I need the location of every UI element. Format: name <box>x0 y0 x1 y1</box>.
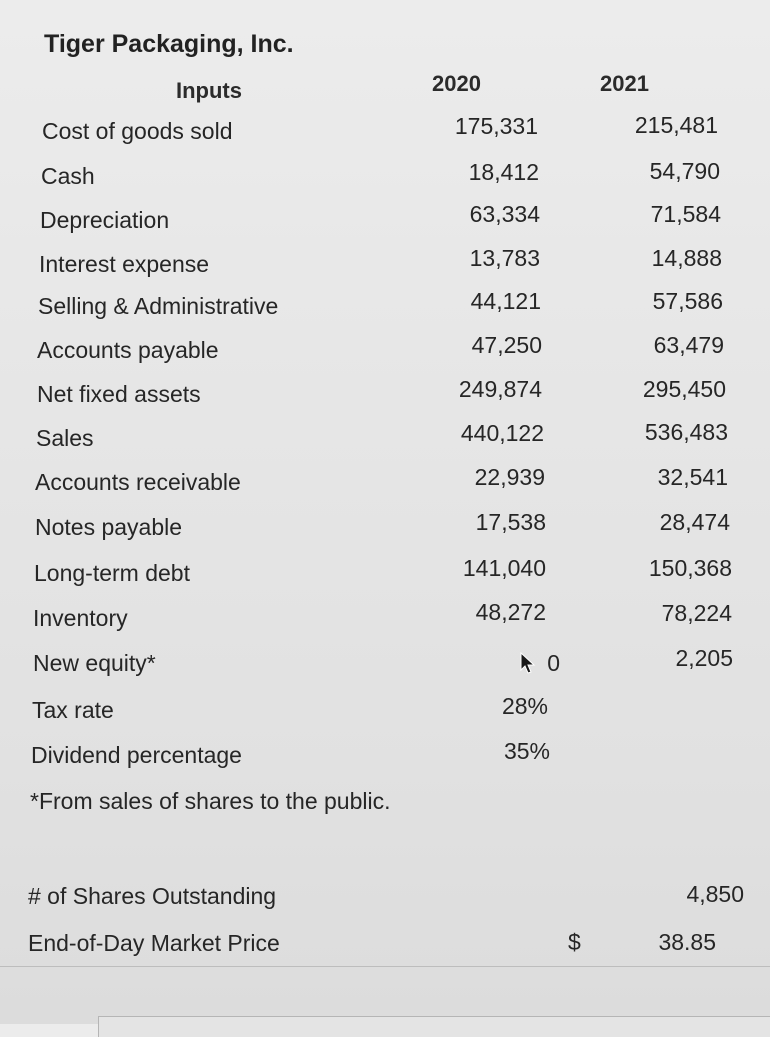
value-2021-cell[interactable]: 28,474 <box>659 509 730 535</box>
value-2021-cell[interactable]: 536,483 <box>644 419 728 445</box>
row-label: Selling & Administrative <box>38 293 279 319</box>
year-2021-header: 2021 <box>600 71 649 96</box>
value-2020-cell[interactable]: 47,250 <box>471 332 542 358</box>
value-2020-cell[interactable]: 48,272 <box>475 599 546 625</box>
value-2021-cell[interactable]: 150,368 <box>648 555 732 581</box>
value-2020-cell[interactable]: 175,331 <box>454 113 538 139</box>
value-2021-cell[interactable]: 32,541 <box>657 464 728 490</box>
value-2020-cell[interactable]: 44,121 <box>470 288 541 314</box>
value-2021-cell[interactable]: 78,224 <box>661 600 732 626</box>
market-price-value[interactable]: 38.85 <box>658 929 716 955</box>
value-2021-cell[interactable]: 71,584 <box>650 201 721 227</box>
currency-symbol: $ <box>568 929 581 955</box>
row-label: Depreciation <box>40 207 170 233</box>
value-2020-cell[interactable]: 0 <box>547 650 560 676</box>
row-label: Interest expense <box>39 251 210 277</box>
value-2021-cell[interactable]: 57,586 <box>652 288 723 314</box>
row-label: Cash <box>41 163 95 189</box>
value-2020-cell[interactable]: 22,939 <box>474 464 545 490</box>
value-2020-cell[interactable]: 141,040 <box>462 555 546 581</box>
table-row <box>0 112 770 148</box>
year-2020-header: 2020 <box>432 71 481 96</box>
table-row <box>0 201 770 237</box>
row-label: Sales <box>36 425 94 451</box>
table-row <box>0 599 770 635</box>
value-2021-cell[interactable]: 63,479 <box>653 332 724 358</box>
table-row <box>0 332 770 367</box>
table-row <box>0 245 770 281</box>
row-label: New equity* <box>33 650 156 676</box>
row-label: Inventory <box>33 605 128 631</box>
table-row <box>0 158 770 193</box>
value-2020-cell[interactable]: 17,538 <box>475 509 546 535</box>
inputs-header: Inputs <box>176 78 242 103</box>
market-price-label: End-of-Day Market Price <box>28 930 280 956</box>
value-2021-cell[interactable]: 2,205 <box>675 645 733 671</box>
value-2021-cell[interactable]: 215,481 <box>634 112 718 138</box>
table-row <box>0 693 770 727</box>
company-title: Tiger Packaging, Inc. <box>44 30 294 58</box>
table-row <box>0 376 770 411</box>
table-row <box>0 419 770 455</box>
table-row <box>0 509 770 544</box>
value-2021-cell[interactable]: 14,888 <box>651 245 722 271</box>
row-label: Tax rate <box>32 697 114 723</box>
table-row <box>0 555 770 590</box>
value-2020-cell[interactable]: 440,122 <box>460 420 544 446</box>
table-row <box>0 288 770 323</box>
shares-outstanding-label: # of Shares Outstanding <box>28 883 277 909</box>
next-section-box <box>98 1016 770 1037</box>
row-label: Accounts payable <box>37 337 219 363</box>
value-2021-cell[interactable]: 295,450 <box>642 376 726 402</box>
divider <box>0 966 770 967</box>
mouse-pointer-icon <box>520 652 536 674</box>
table-row <box>0 738 770 772</box>
row-label: Cost of goods sold <box>42 118 233 144</box>
table-row <box>0 645 770 680</box>
value-2020-cell[interactable]: 13,783 <box>469 245 540 271</box>
row-label: Net fixed assets <box>37 381 201 407</box>
value-2021-cell[interactable]: 54,790 <box>649 158 720 184</box>
row-label: Notes payable <box>35 514 183 540</box>
value-2020-cell[interactable]: 18,412 <box>468 159 539 185</box>
row-label: Dividend percentage <box>31 742 242 768</box>
footnote: *From sales of shares to the public. <box>30 788 391 814</box>
shares-outstanding-value[interactable]: 4,850 <box>686 881 744 907</box>
table-row <box>0 464 770 499</box>
row-label: Accounts receivable <box>35 469 241 495</box>
value-2020-cell[interactable]: 249,874 <box>458 376 542 402</box>
value-2020-cell[interactable]: 28% <box>501 693 548 719</box>
value-2020-cell[interactable]: 63,334 <box>469 201 540 227</box>
value-2020-cell[interactable]: 35% <box>503 738 550 764</box>
row-label: Long-term debt <box>34 560 190 586</box>
